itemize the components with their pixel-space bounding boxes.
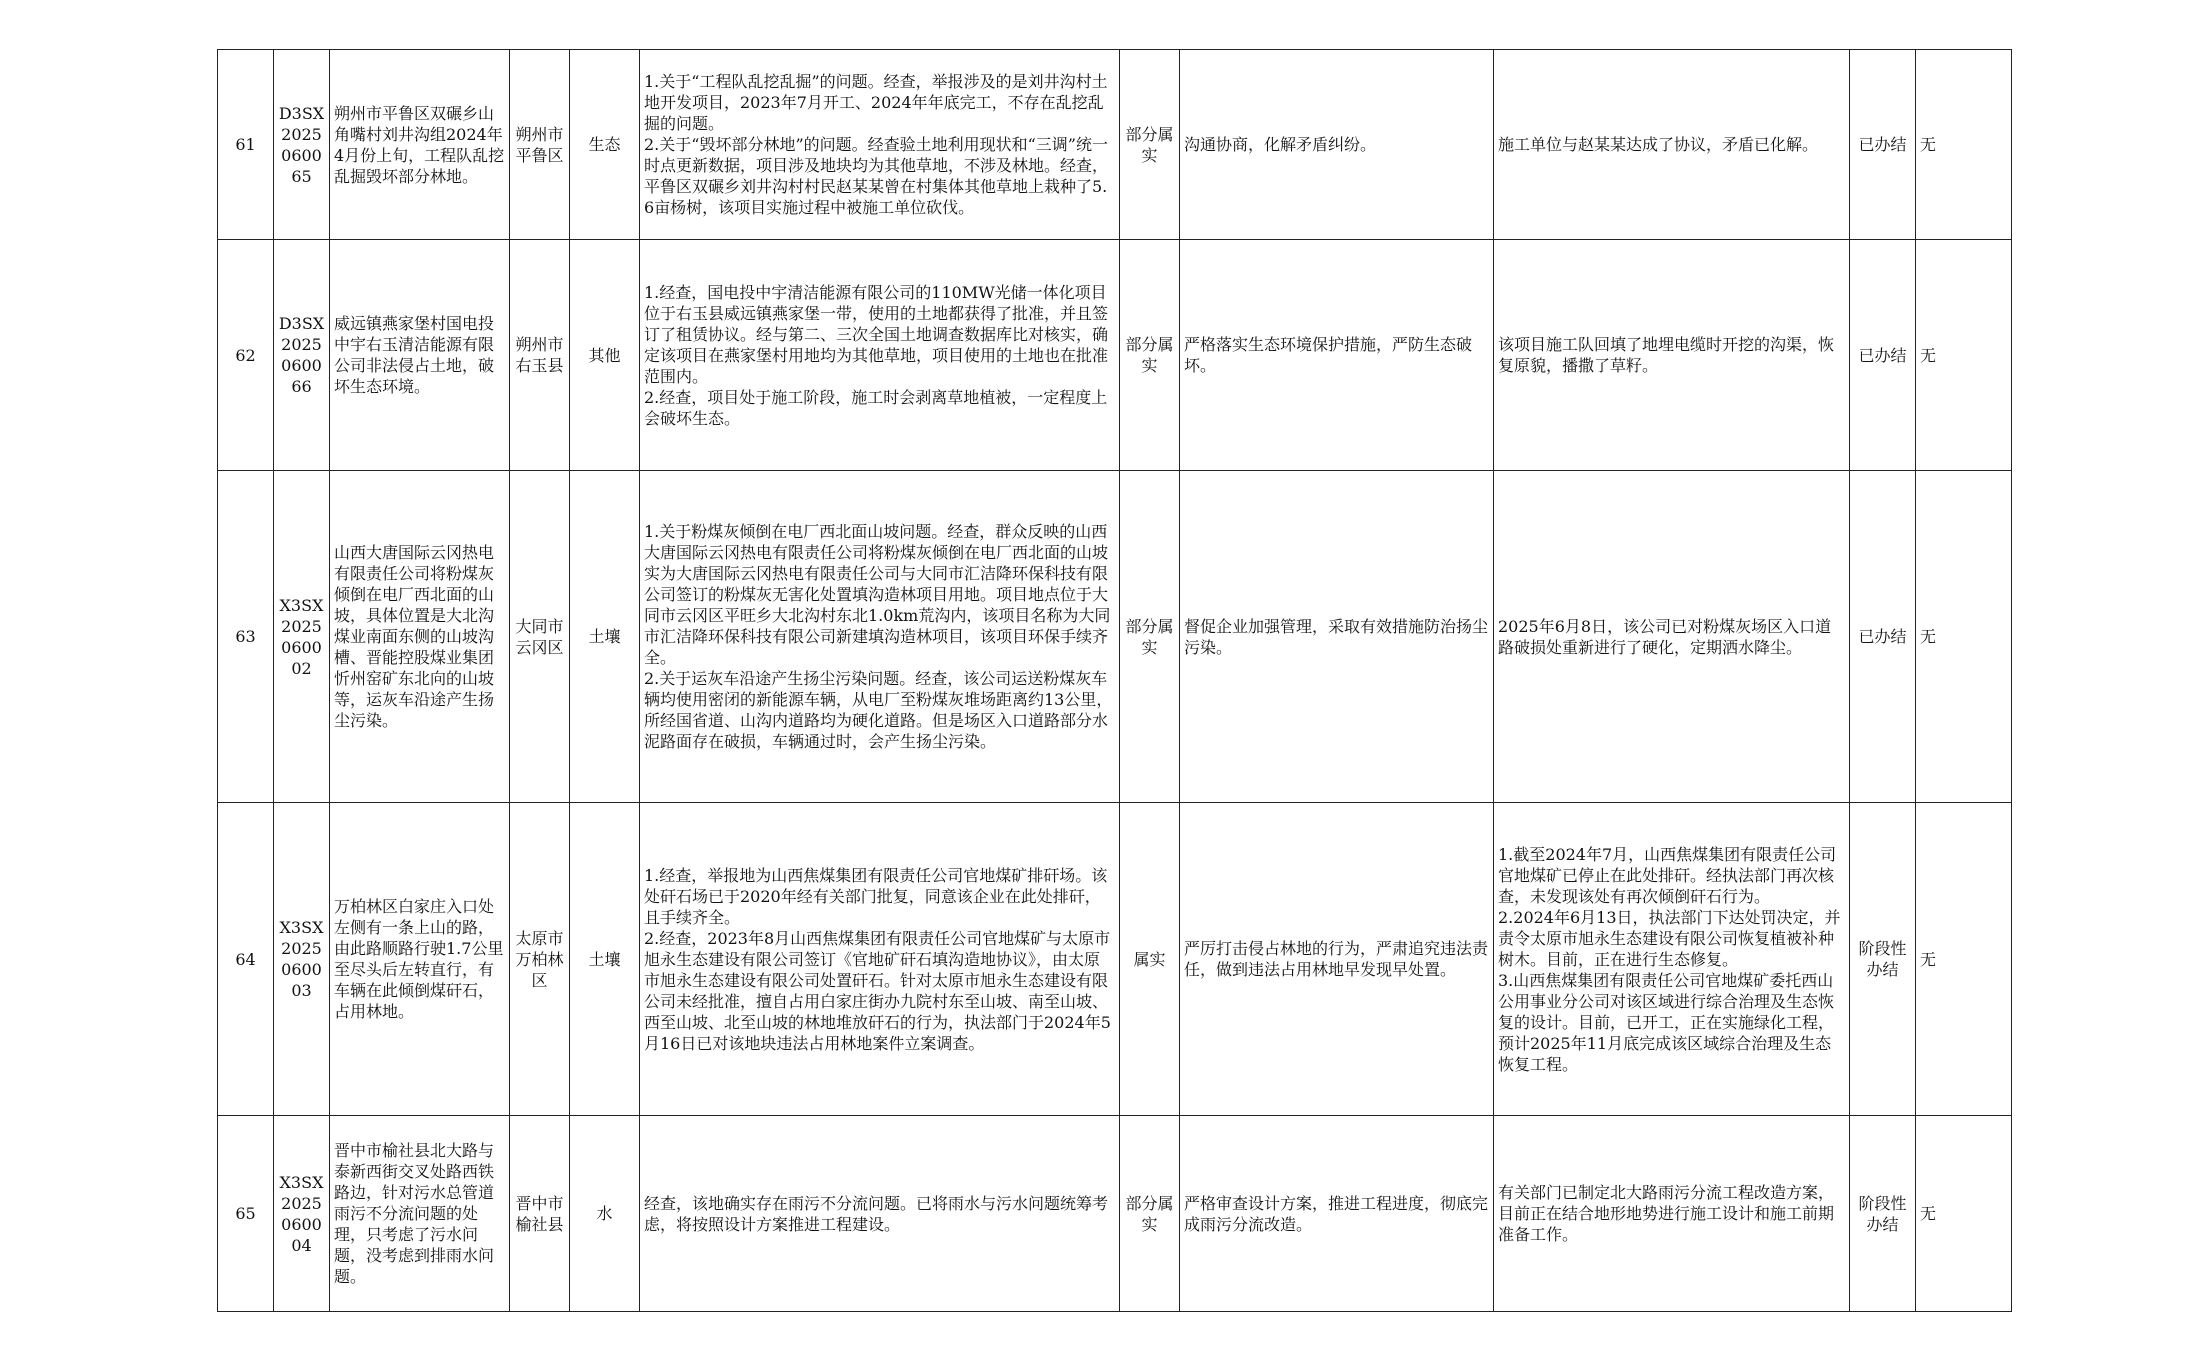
findings-paragraph: 2.关于运灰车沿途产生扬尘污染问题。经查，该公司运送粉煤灰车辆均使用密闭的新能源车辆，从电厂至粉煤灰堆场距离约13公里，所经国省道、山沟内道路均为硬化道路。但是场区入口道路部分水泥路面存在破损，车辆通过时，会产生扬尘污染。 bbox=[644, 669, 1113, 751]
row-number: 65 bbox=[218, 1116, 274, 1312]
row-number: 62 bbox=[218, 240, 274, 471]
rectification-progress bbox=[1494, 50, 1850, 240]
complaint-content: 朔州市平鲁区双碾乡山角嘴村刘井沟组2024年4月份上旬，工程队乱挖乱掘毁坏部分林地。 bbox=[330, 50, 510, 240]
complaint-content: 威远镇燕家堡村国电投中宇右玉清洁能源有限公司非法侵占土地，破坏生态环境。 bbox=[330, 240, 510, 471]
progress-paragraph: 1.截至2024年7月，山西焦煤集团有限责任公司官地煤矿已停止在此处排矸。经执法部门再次核查，未发现该处有再次倾倒矸石行为。 bbox=[1498, 844, 1837, 906]
verification-result: 属实 bbox=[1120, 803, 1180, 1116]
handling-measures: 督促企业加强管理，采取有效措施防治扬尘污染。 bbox=[1180, 471, 1494, 803]
handling-measures: 严格落实生态环境保护措施，严防生态破坏。 bbox=[1180, 240, 1494, 471]
handling-measures: 严厉打击侵占林地的行为，严肃追究违法责任，做到违法占用林地早发现早处置。 bbox=[1180, 803, 1494, 1116]
findings-paragraph: 1.关于粉煤灰倾倒在电厂西北面山坡问题。经查，群众反映的山西大唐国际云冈热电有限责任公司将粉煤灰倾倒在电厂西北面的山坡实为大唐国际云冈热电有限责任公司与大同市汇洁降环保科技有限公司签订的粉煤灰无害化处置填沟造林项目用地。项目地点位于大同市云冈区平旺乡大北沟村东北1.0km荒沟内，该项目名称为大同市汇洁降环保科技有限公司新建填沟造林项目，该项目环保手续齐全。 bbox=[644, 522, 1111, 667]
pollution-type: 水 bbox=[570, 1116, 640, 1312]
complaint-content: 万柏林区白家庄入口处左侧有一条上山的路，由此路顺路行驶1.7公里至尽头后左转直行，有车辆在此倾倒煤矸石，占用林地。 bbox=[330, 803, 510, 1116]
complaint-content: 山西大唐国际云冈热电有限责任公司将粉煤灰倾倒在电厂西北面的山坡，具体位置是大北沟煤业南面东侧的山坡沟槽、晋能控股煤业集团忻州窑矿东北向的山坡等，运灰车沿途产生扬尘污染。 bbox=[330, 471, 510, 803]
row-number: 64 bbox=[218, 803, 274, 1116]
rectification-progress bbox=[1494, 803, 1850, 1116]
pollution-type: 其他 bbox=[570, 240, 640, 471]
verification-result: 部分属实 bbox=[1120, 50, 1180, 240]
case-code: X3SX2025060002 bbox=[274, 471, 330, 803]
case-status: 已办结 bbox=[1850, 50, 1916, 240]
investigation-findings bbox=[640, 50, 1120, 240]
table-row bbox=[218, 803, 2012, 1116]
investigation-findings bbox=[640, 1116, 1120, 1312]
accountability: 无 bbox=[1916, 471, 2012, 803]
findings-paragraph: 2.经查，项目处于施工阶段，施工时会剥离草地植被，一定程度上会破坏生态。 bbox=[644, 387, 1108, 428]
rectification-progress bbox=[1494, 1116, 1850, 1312]
case-code: X3SX2025060003 bbox=[274, 803, 330, 1116]
progress-paragraph: 有关部门已制定北大路雨污分流工程改造方案，目前正在结合地形地势进行施工设计和施工前期准备工作。 bbox=[1498, 1183, 1835, 1244]
findings-paragraph: 经查，该地确实存在雨污不分流问题。已将雨水与污水问题统筹考虑，将按照设计方案推进工程建设。 bbox=[644, 1193, 1109, 1234]
accountability: 无 bbox=[1916, 1116, 2012, 1312]
handling-measures: 严格审查设计方案，推进工程进度，彻底完成雨污分流改造。 bbox=[1180, 1116, 1494, 1312]
progress-paragraph: 2.2024年6月13日，执法部门下达处罚决定，并责令太原市旭永生态建设有限公司恢复植被补种树木。目前，正在进行生态修复。 bbox=[1498, 907, 1841, 969]
handling-measures: 沟通协商，化解矛盾纠纷。 bbox=[1180, 50, 1494, 240]
complaint-content: 晋中市榆社县北大路与泰新西街交叉处路西铁路边，针对污水总管道雨污不分流问题的处理，只考虑了污水问题，没考虑到排雨水问题。 bbox=[330, 1116, 510, 1312]
investigation-findings bbox=[640, 240, 1120, 471]
administrative-area: 朔州市平鲁区 bbox=[510, 50, 570, 240]
case-status: 阶段性办结 bbox=[1850, 1116, 1916, 1312]
accountability: 无 bbox=[1916, 803, 2012, 1116]
case-status: 已办结 bbox=[1850, 471, 1916, 803]
administrative-area: 太原市万柏林区 bbox=[510, 803, 570, 1116]
verification-result: 部分属实 bbox=[1120, 471, 1180, 803]
investigation-findings bbox=[640, 471, 1120, 803]
case-code: X3SX2025060004 bbox=[274, 1116, 330, 1312]
progress-paragraph: 3.山西焦煤集团有限责任公司官地煤矿委托西山公用事业分公司对该区域进行综合治理及生态恢复的设计。目前，已开工，正在实施绿化工程，预计2025年11月底完成该区域综合治理及生态恢复工程。 bbox=[1498, 970, 1835, 1074]
administrative-area: 大同市云冈区 bbox=[510, 471, 570, 803]
case-code: D3SX2025060065 bbox=[274, 50, 330, 240]
pollution-type: 土壤 bbox=[570, 471, 640, 803]
verification-result: 部分属实 bbox=[1120, 240, 1180, 471]
progress-paragraph: 施工单位与赵某某达成了协议，矛盾已化解。 bbox=[1498, 135, 1819, 154]
pollution-type: 土壤 bbox=[570, 803, 640, 1116]
case-status: 阶段性办结 bbox=[1850, 803, 1916, 1116]
table-row bbox=[218, 1116, 2012, 1312]
findings-paragraph: 1.经查，举报地为山西焦煤集团有限责任公司官地煤矿排矸场。该处矸石场已于2020年经有关部门批复，同意该企业在此处排矸，且手续齐全。 bbox=[644, 865, 1108, 927]
findings-paragraph: 1.经查，国电投中宇清洁能源有限公司的110MW光储一体化项目位于右玉县威远镇燕家堡一带，使用的土地都获得了批准，并且签订了租赁协议。经与第二、三次全国土地调查数据库比对核实，确定该项目在燕家堡村用地均为其他草地，项目使用的土地也在批准范围内。 bbox=[644, 282, 1109, 386]
table-row bbox=[218, 50, 2012, 240]
investigation-findings bbox=[640, 803, 1120, 1116]
case-status: 已办结 bbox=[1850, 240, 1916, 471]
progress-paragraph: 该项目施工队回填了地埋电缆时开挖的沟渠，恢复原貌，播撒了草籽。 bbox=[1498, 335, 1835, 375]
row-number: 63 bbox=[218, 471, 274, 803]
accountability: 无 bbox=[1916, 240, 2012, 471]
pollution-type: 生态 bbox=[570, 50, 640, 240]
table-row bbox=[218, 471, 2012, 803]
row-number: 61 bbox=[218, 50, 274, 240]
findings-paragraph: 2.经查，2023年8月山西焦煤集团有限责任公司官地煤矿与太原市旭永生态建设有限公司签订《官地矿矸石填沟造地协议》，由太原市旭永生态建设有限公司处置矸石。针对太原市旭永生态建设有限公司未经批准，擅自占用白家庄街办九院村东至山坡、南至山坡、西至山坡、北至山坡的林地堆放矸石的行为，执法部门于2024年5月16日已对该地块违法占用林地案件立案调查。 bbox=[644, 928, 1111, 1053]
table-row bbox=[218, 240, 2012, 471]
progress-paragraph: 2025年6月8日，该公司已对粉煤灰场区入口道路破损处重新进行了硬化，定期洒水降尘。 bbox=[1498, 616, 1832, 657]
verification-result: 部分属实 bbox=[1120, 1116, 1180, 1312]
accountability: 无 bbox=[1916, 50, 2012, 240]
findings-paragraph: 1.关于“工程队乱挖乱掘”的问题。经查，举报涉及的是刘井沟村土地开发项目，2023年7月开工、2024年年底完工，不存在乱挖乱掘的问题。 bbox=[644, 72, 1108, 133]
rectification-progress bbox=[1494, 240, 1850, 471]
administrative-area: 晋中市榆社县 bbox=[510, 1116, 570, 1312]
case-code: D3SX2025060066 bbox=[274, 240, 330, 471]
findings-paragraph: 2.关于“毁坏部分林地”的问题。经查验土地利用现状和“三调”统一时点更新数据，项目涉及地块均为其他草地，不涉及林地。经查，平鲁区双碾乡刘井沟村村民赵某某曾在村集体其他草地上栽种了5.6亩杨树，该项目实施过程中被施工单位砍伐。 bbox=[644, 135, 1109, 217]
rectification-progress bbox=[1494, 471, 1850, 803]
administrative-area: 朔州市右玉县 bbox=[510, 240, 570, 471]
complaint-table bbox=[217, 49, 2012, 1312]
